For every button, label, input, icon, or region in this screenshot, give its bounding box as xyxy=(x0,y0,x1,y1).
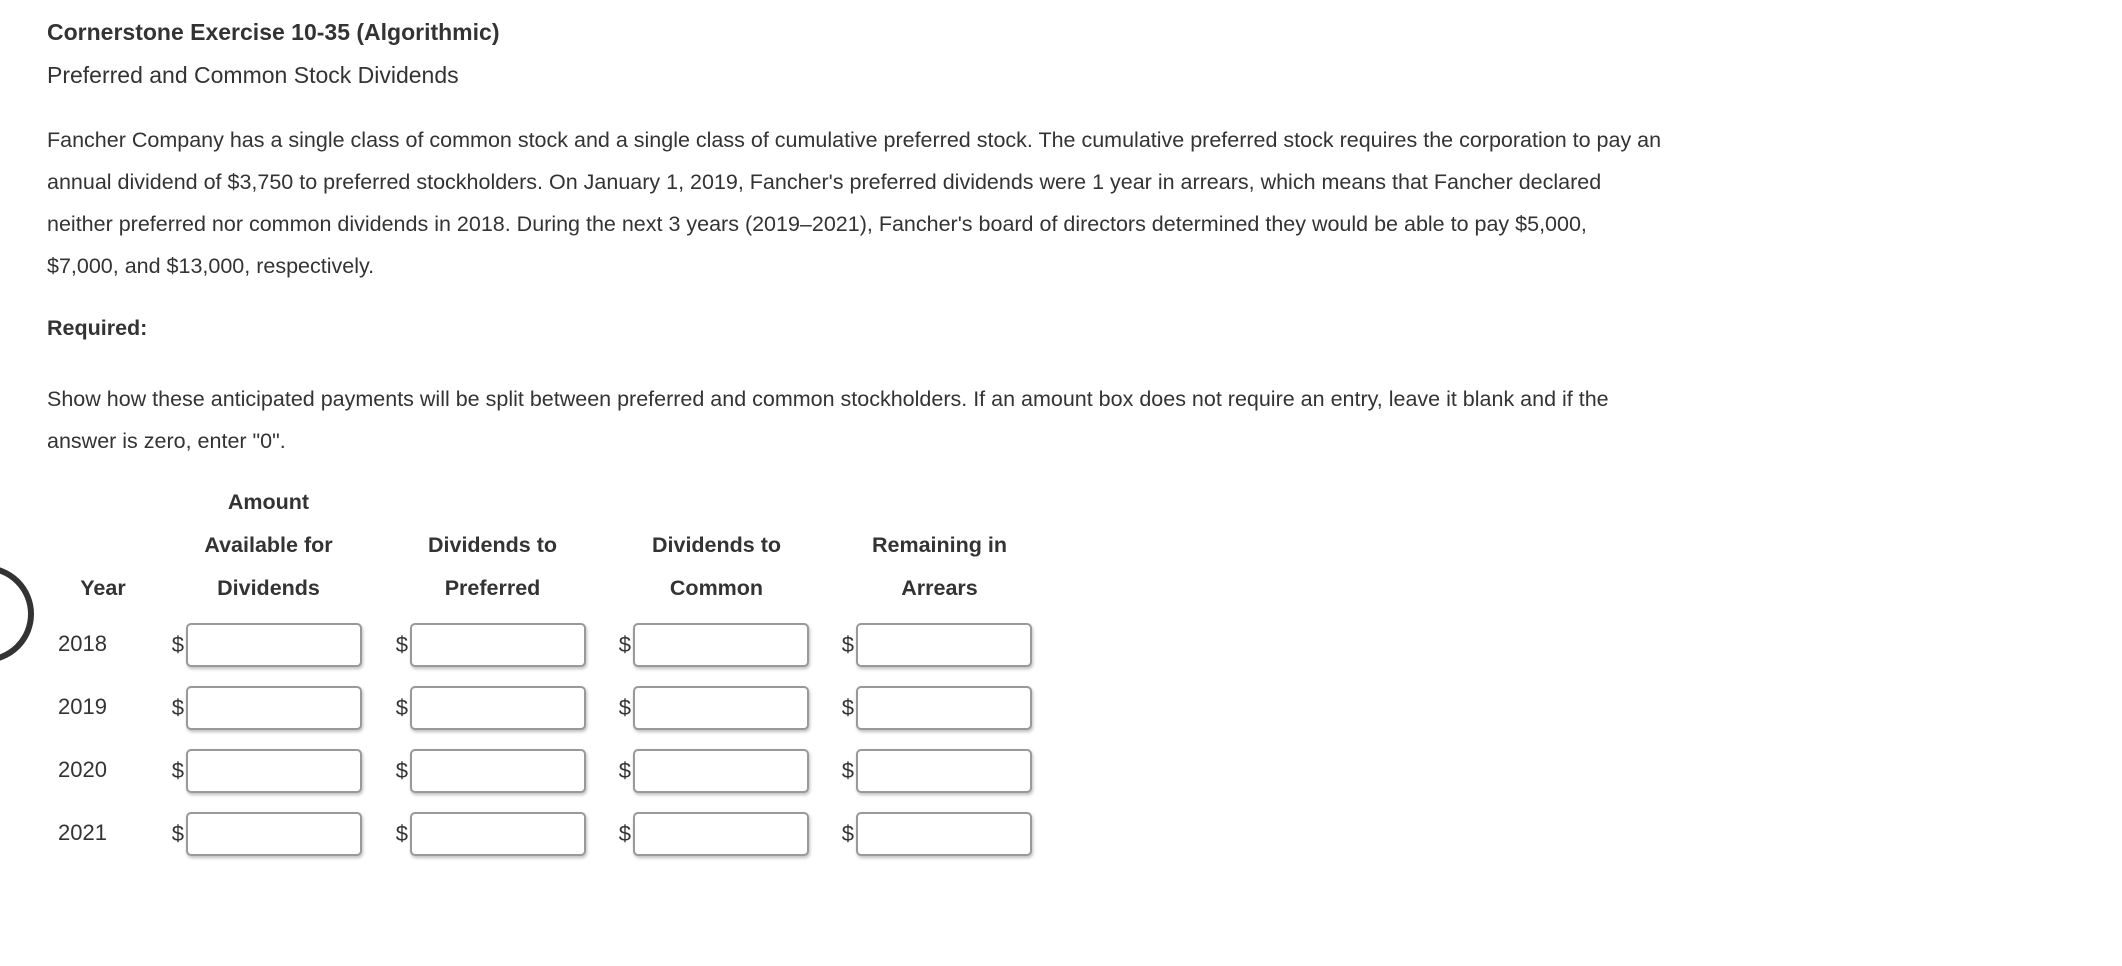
header-arrears-line-2: Arrears xyxy=(901,576,978,600)
amount-input-2019-preferred[interactable] xyxy=(410,686,586,730)
exercise-title: Cornerstone Exercise 10-35 (Algorithmic) xyxy=(47,19,500,45)
cell-2019-common xyxy=(615,684,809,732)
dollar-sign: $ xyxy=(395,695,408,720)
header-arrears-line-1: Remaining in xyxy=(872,533,1007,557)
dollar-sign: $ xyxy=(618,758,631,783)
amount-input-2020-arrears[interactable] xyxy=(856,749,1032,793)
cell-2018-common xyxy=(615,621,809,669)
amount-input-2019-arrears[interactable] xyxy=(856,686,1032,730)
amount-input-2021-available[interactable] xyxy=(186,812,362,856)
dollar-sign: $ xyxy=(618,695,631,720)
cell-2021-available xyxy=(168,810,362,858)
cell-2019-arrears xyxy=(838,684,1032,732)
header-preferred-line-1: Dividends to xyxy=(427,533,557,557)
dollar-sign: $ xyxy=(395,758,408,783)
cell-2019-available xyxy=(168,684,362,732)
required-heading: Required: xyxy=(47,316,148,340)
instruction-line-1: Show how these anticipated payments will be split between preferred and common stockholders. If an amount box does not require an entry, leave it blank and if the xyxy=(47,387,1609,411)
header-year: Year xyxy=(80,576,126,600)
dollar-sign: $ xyxy=(841,758,854,783)
amount-input-2021-common[interactable] xyxy=(633,812,809,856)
amount-input-2020-common[interactable] xyxy=(633,749,809,793)
header-common-line-1: Dividends to xyxy=(651,533,781,557)
amount-input-2020-available[interactable] xyxy=(186,749,362,793)
problem-line-2: annual dividend of $3,750 to preferred stockholders. On January 1, 2019, Fancher's preferred dividends were 1 year in arrears, which means that Fancher declared xyxy=(47,170,1602,194)
instruction-text xyxy=(47,378,1609,462)
amount-input-2020-preferred[interactable] xyxy=(410,749,586,793)
dollar-sign: $ xyxy=(171,821,184,846)
dollar-sign: $ xyxy=(618,821,631,846)
problem-line-4: $7,000, and $13,000, respectively. xyxy=(47,254,375,278)
cell-2018-arrears xyxy=(838,621,1032,669)
dollar-sign: $ xyxy=(171,695,184,720)
dollar-sign: $ xyxy=(841,821,854,846)
dollar-sign: $ xyxy=(618,632,631,657)
amount-input-2021-arrears[interactable] xyxy=(856,812,1032,856)
year-label-2018: 2018 xyxy=(58,631,107,656)
dollar-sign: $ xyxy=(171,632,184,657)
year-label-2020: 2020 xyxy=(58,757,107,782)
amount-input-2021-preferred[interactable] xyxy=(410,812,586,856)
cell-2020-arrears xyxy=(838,747,1032,795)
problem-line-3: neither preferred nor common dividends in 2018. During the next 3 years (2019–2021), Fancher's board of directors determined they would be able to pay $5,000, xyxy=(47,212,1587,236)
dollar-sign: $ xyxy=(395,821,408,846)
header-common-line-2: Common xyxy=(669,576,764,600)
amount-input-2019-common[interactable] xyxy=(633,686,809,730)
header-amount-line-2: Available for xyxy=(204,533,333,557)
year-label-2021: 2021 xyxy=(58,820,107,845)
cell-2019-preferred xyxy=(392,684,586,732)
cell-2020-available xyxy=(168,747,362,795)
amount-input-2018-preferred[interactable] xyxy=(410,623,586,667)
dollar-sign: $ xyxy=(395,632,408,657)
partial-circle-decoration xyxy=(0,565,34,663)
amount-input-2019-available[interactable] xyxy=(186,686,362,730)
cell-2021-preferred xyxy=(392,810,586,858)
cell-2021-common xyxy=(615,810,809,858)
amount-input-2018-common[interactable] xyxy=(633,623,809,667)
dollar-sign: $ xyxy=(841,695,854,720)
header-amount-line-1: Amount xyxy=(227,490,310,514)
dollar-sign: $ xyxy=(171,758,184,783)
header-amount-line-3: Dividends xyxy=(217,576,320,600)
dollar-sign: $ xyxy=(841,632,854,657)
amount-input-2018-arrears[interactable] xyxy=(856,623,1032,667)
exercise-subtitle: Preferred and Common Stock Dividends xyxy=(47,62,459,88)
header-preferred-line-2: Preferred xyxy=(444,576,541,600)
year-label-2019: 2019 xyxy=(58,694,107,719)
cell-2018-available xyxy=(168,621,362,669)
cell-2020-preferred xyxy=(392,747,586,795)
cell-2021-arrears xyxy=(838,810,1032,858)
cell-2018-preferred xyxy=(392,621,586,669)
problem-line-1: Fancher Company has a single class of common stock and a single class of cumulative preferred stock. The cumulative preferred stock requires the corporation to pay an xyxy=(47,128,1662,152)
instruction-line-2: answer is zero, enter "0". xyxy=(47,429,286,453)
problem-statement xyxy=(47,119,1661,287)
amount-input-2018-available[interactable] xyxy=(186,623,362,667)
cell-2020-common xyxy=(615,747,809,795)
